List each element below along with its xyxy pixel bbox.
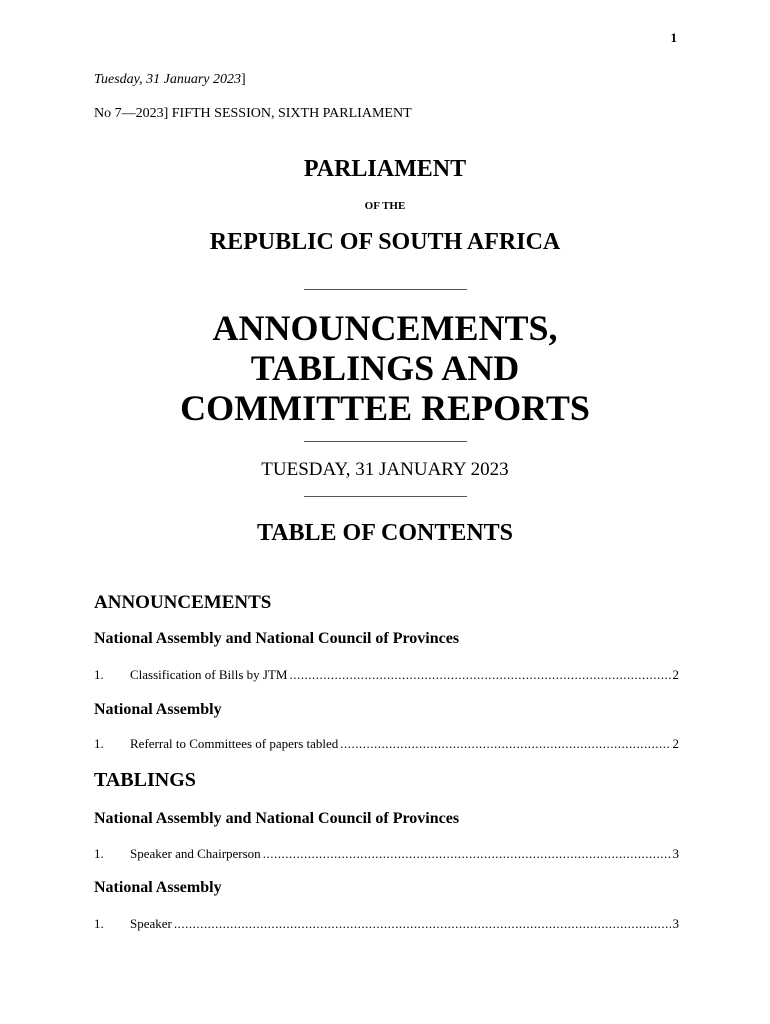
- republic-heading: REPUBLIC OF SOUTH AFRICA: [209, 229, 561, 255]
- toc-leader-dots: [340, 736, 670, 752]
- of-the-heading: OF THE: [364, 200, 406, 212]
- toc-entry[interactable]: [94, 916, 679, 932]
- toc-entry-page: 2: [672, 736, 679, 751]
- toc-heading: TABLE OF CONTENTS: [256, 520, 514, 546]
- subsection-heading: National Assembly: [94, 701, 222, 718]
- section-heading-announcements: ANNOUNCEMENTS: [94, 592, 272, 613]
- main-title-line: COMMITTEE REPORTS: [180, 388, 590, 428]
- toc-entry[interactable]: [94, 736, 679, 752]
- page-number: 1: [670, 30, 677, 45]
- toc-entry-page: 3: [672, 846, 679, 861]
- toc-entry-label: Speaker: [130, 916, 172, 931]
- toc-entry-number: 1.: [94, 736, 104, 751]
- toc-entry-page: 2: [672, 667, 679, 682]
- toc-entry-label: Classification of Bills by JTM: [130, 667, 288, 682]
- section-heading-tablings: TABLINGS: [94, 769, 196, 791]
- toc-leader-dots: [263, 846, 671, 862]
- toc-entry-label: Speaker and Chairperson: [130, 846, 261, 861]
- toc-entry-label: Referral to Committees of papers tabled: [130, 736, 339, 751]
- toc-entry-number: 1.: [94, 667, 104, 682]
- toc-entry-page: 3: [672, 916, 679, 931]
- divider-rule: [304, 289, 467, 290]
- toc-leader-dots: [174, 916, 671, 932]
- toc-entry[interactable]: [94, 846, 679, 862]
- toc-entry-number: 1.: [94, 916, 104, 931]
- divider-rule: [304, 496, 467, 497]
- header-date-text: Tuesday, 31 January 2023: [94, 72, 241, 87]
- subsection-heading: National Assembly: [94, 879, 222, 896]
- header-date-bracket: ]: [241, 72, 246, 87]
- subsection-heading: National Assembly and National Council of Provinces: [94, 810, 460, 827]
- main-title-line: TABLINGS AND: [250, 348, 520, 388]
- header-date: [94, 72, 246, 88]
- main-title: [0, 308, 770, 428]
- document-date: TUESDAY, 31 JANUARY 2023: [261, 459, 509, 480]
- toc-leader-dots: [289, 667, 670, 683]
- main-title-line: ANNOUNCEMENTS,: [212, 308, 558, 348]
- divider-rule: [304, 441, 467, 442]
- subsection-heading: National Assembly and National Council of Provinces: [94, 630, 460, 647]
- parliament-heading: PARLIAMENT: [303, 156, 467, 182]
- toc-entry[interactable]: [94, 667, 679, 683]
- session-line: No 7—2023] FIFTH SESSION, SIXTH PARLIAMENT: [94, 106, 412, 121]
- toc-entry-number: 1.: [94, 846, 104, 861]
